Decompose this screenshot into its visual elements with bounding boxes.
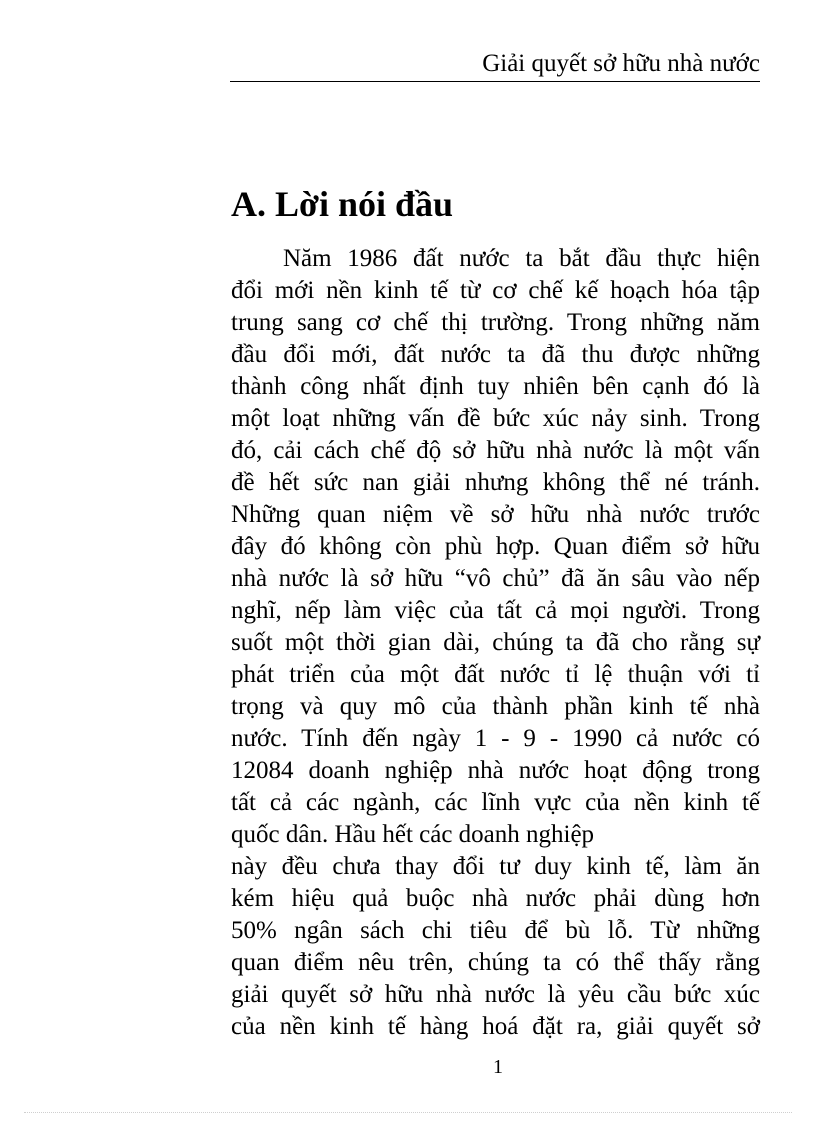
paragraph-line: của nền kinh tế hàng hoá đặt ra, giải quyết sở	[231, 1013, 760, 1040]
paragraph-line: đổi mới nền kinh tế từ cơ chế kế hoạch hóa tập	[231, 277, 760, 304]
paragraph-line: đề hết sức nan giải nhưng không thể né tránh.	[231, 469, 760, 496]
paragraph-line: kém hiệu quả buộc nhà nước phải dùng hơn	[231, 885, 760, 912]
paragraph-line: trung sang cơ chế thị trường. Trong những năm	[231, 309, 760, 336]
paragraph-line: trọng và quy mô của thành phần kinh tế nhà	[231, 693, 760, 720]
body-paragraph	[231, 243, 760, 1043]
paragraph-line: nước. Tính đến ngày 1 - 9 - 1990 cả nước có	[231, 725, 760, 752]
paragraph-line: đầu đổi mới, đất nước ta đã thu được những	[231, 341, 760, 368]
paragraph-line: Những quan niệm về sở hữu nhà nước trước	[231, 501, 760, 528]
running-header	[230, 48, 760, 82]
page-number: 1	[493, 1056, 503, 1078]
paragraph-line: thành công nhất định tuy nhiên bên cạnh đó là	[231, 373, 760, 400]
paragraph-line: này đều chưa thay đổi tư duy kinh tế, làm ăn	[231, 853, 760, 880]
paragraph-line: một loạt những vấn đề bức xúc nảy sinh. Trong	[231, 405, 760, 432]
paragraph-line: nghĩ, nếp làm việc của tất cả mọi người. Trong	[231, 597, 760, 624]
paragraph-line: Năm 1986 đất nước ta bắt đầu thực hiện	[283, 245, 760, 272]
page-bottom-divider	[24, 1112, 792, 1113]
paragraph-line: nhà nước là sở hữu “vô chủ” đã ăn sâu vào nếp	[231, 565, 760, 592]
paragraph-line: tất cả các ngành, các lĩnh vực của nền kinh tế	[231, 789, 760, 816]
paragraph-line: giải quyết sở hữu nhà nước là yêu cầu bức xúc	[231, 981, 760, 1008]
running-header-title: Giải quyết sở hữu nhà nước	[482, 50, 760, 77]
paragraph-line: suốt một thời gian dài, chúng ta đã cho rằng sự	[231, 629, 760, 656]
paragraph-line: đây đó không còn phù hợp. Quan điểm sở hữu	[231, 533, 760, 560]
paragraph-line: quốc dân. Hầu hết các doanh nghiệp	[231, 821, 595, 848]
paragraph-line: đó, cải cách chế độ sở hữu nhà nước là một vấn	[231, 437, 760, 464]
section-heading: A. Lời nói đầu	[231, 184, 454, 224]
paragraph-line: quan điểm nêu trên, chúng ta có thể thấy rằng	[231, 949, 760, 976]
paragraph-line: 50% ngân sách chi tiêu để bù lỗ. Từ những	[231, 917, 760, 944]
paragraph-line: phát triển của một đất nước tỉ lệ thuận với tỉ	[231, 661, 760, 688]
paragraph-line: 12084 doanh nghiệp nhà nước hoạt động trong	[231, 757, 760, 784]
